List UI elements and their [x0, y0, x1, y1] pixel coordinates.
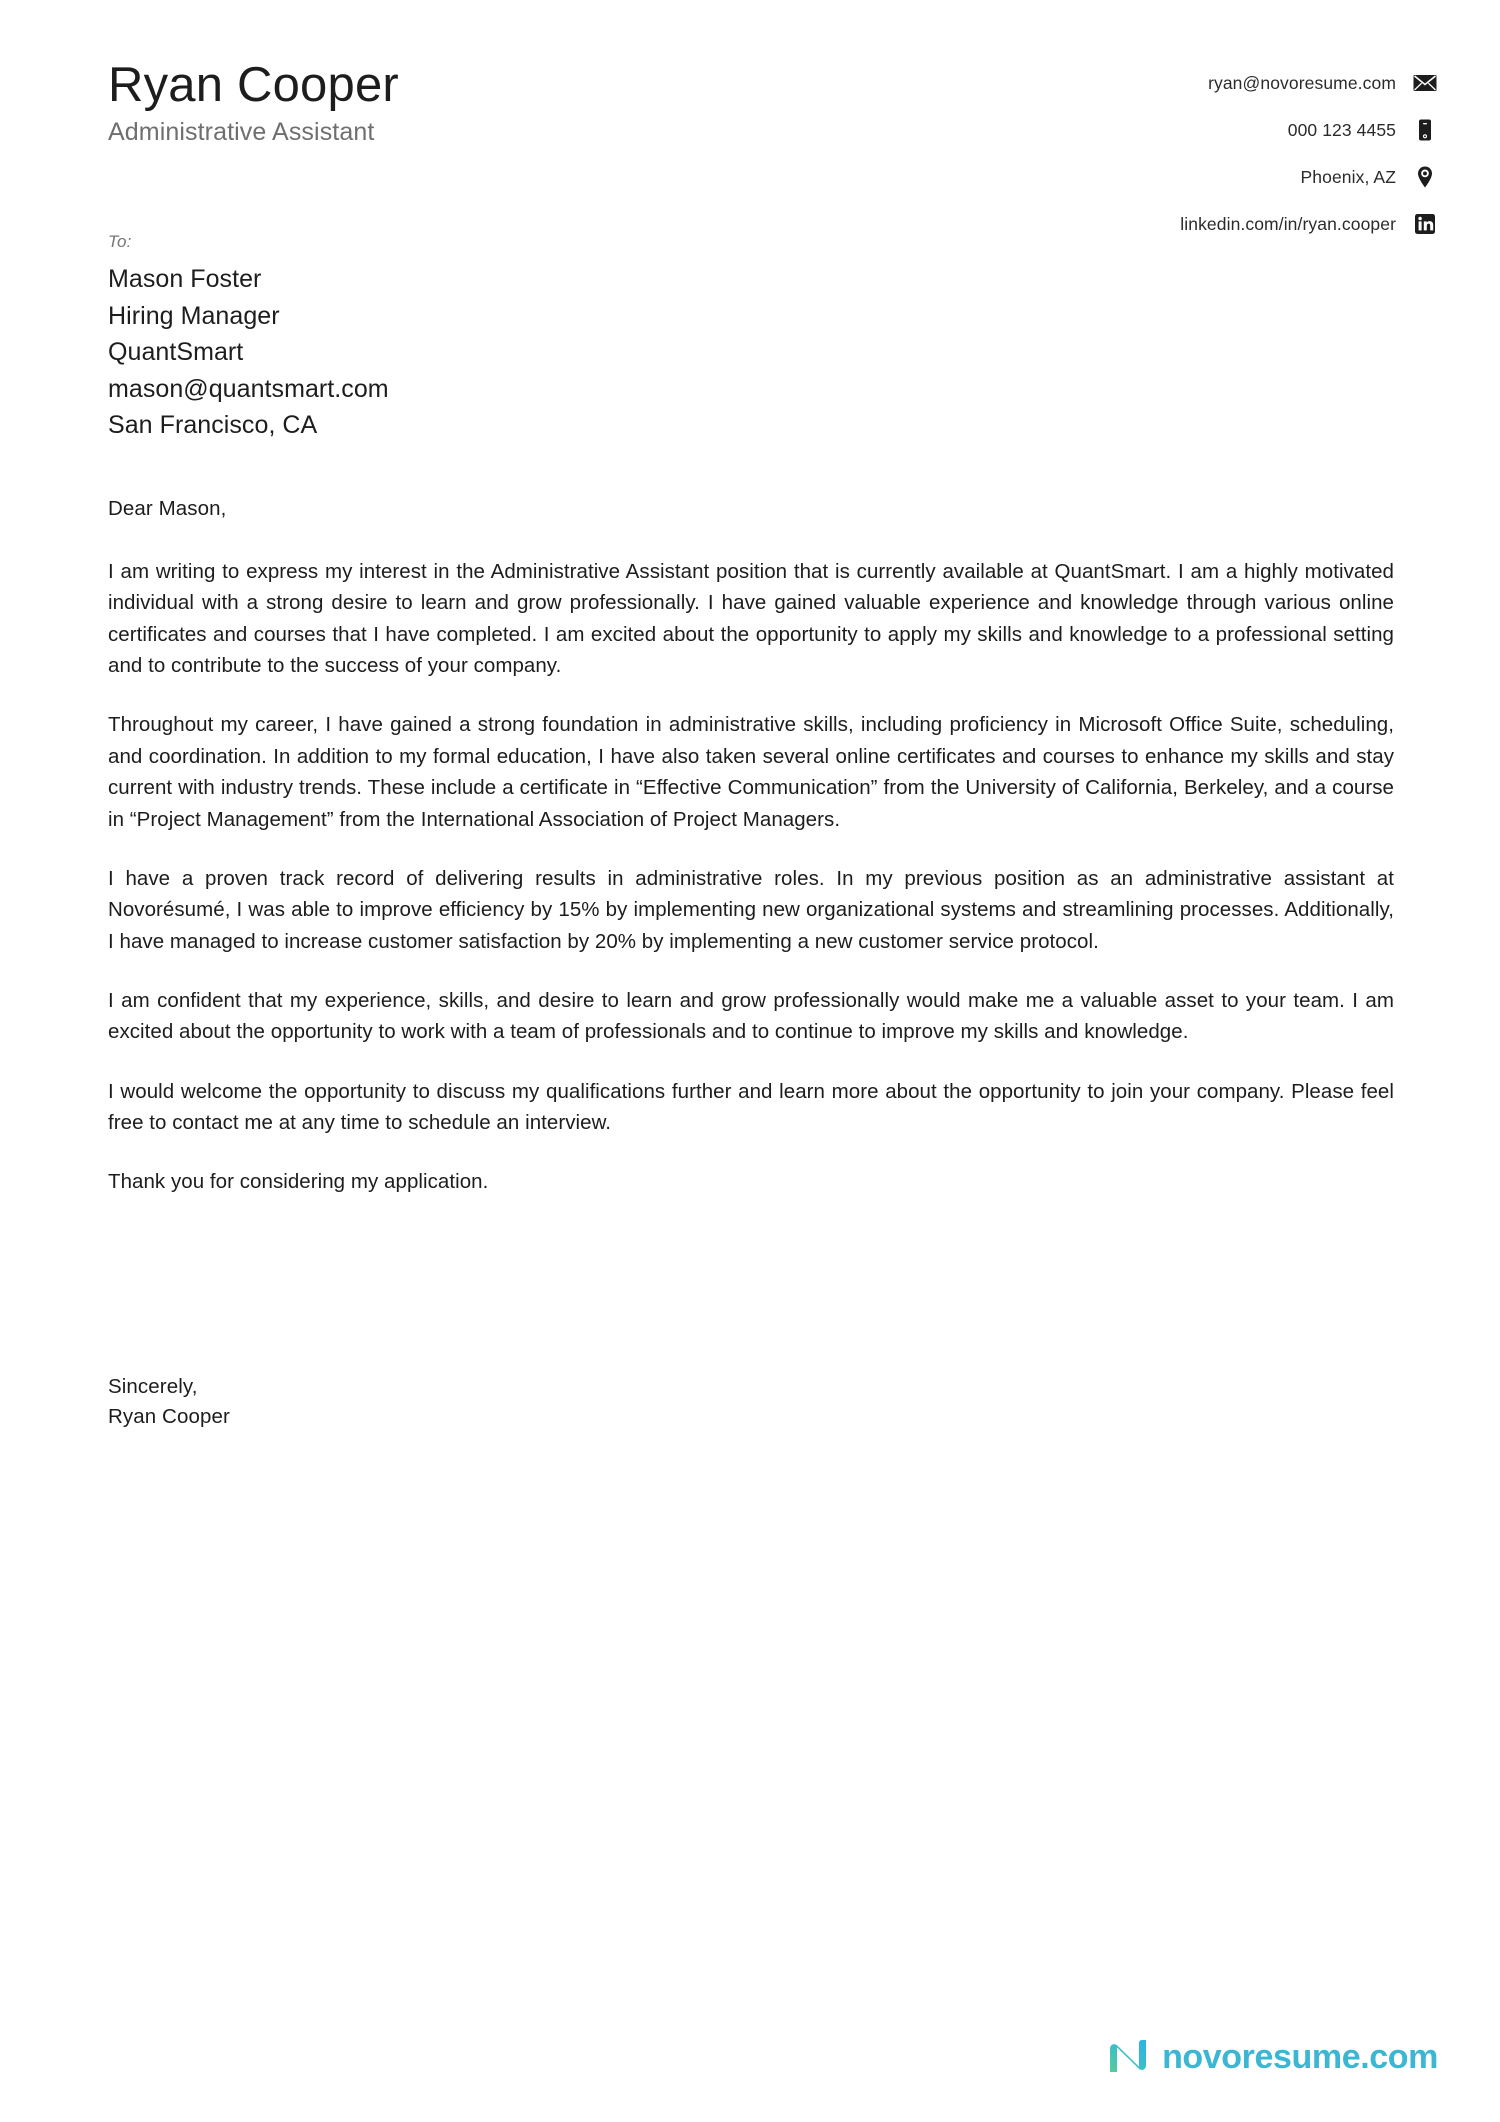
- body-paragraph: I would welcome the opportunity to discuss my qualifications further and learn more about the opportunity to join your company. Please feel free to contact me at any time to schedule an interview.: [108, 1079, 1394, 1135]
- novoresume-wordmark: novoresume.com: [1162, 2038, 1438, 2076]
- signature-name: Ryan Cooper: [108, 1404, 230, 1428]
- recipient-email: mason@quantsmart.com: [108, 374, 389, 403]
- contact-item-linkedin[interactable]: [1180, 211, 1438, 237]
- novoresume-n-icon: [1105, 2034, 1151, 2080]
- location-pin-icon: [1412, 164, 1438, 190]
- body-paragraph: I have a proven track record of delivering results in administrative roles. In my previous position as an administrative assistant at Novorésumé, I was able to improve efficiency by 15% by implementing new organizational systems and streamlining processes. Additionally, I have managed to increase customer satisfaction by 20% by implementing a new customer service protocol.: [108, 866, 1394, 953]
- contact-linkedin-text: linkedin.com/in/ryan.cooper: [1180, 213, 1396, 234]
- identity-block: [108, 58, 399, 147]
- linkedin-icon: [1412, 211, 1438, 237]
- recipient-name: Mason Foster: [108, 265, 262, 293]
- mobile-phone-icon: [1412, 117, 1438, 143]
- contact-phone-text: 000 123 4455: [1287, 119, 1396, 140]
- to-label: To:: [108, 232, 132, 251]
- contact-email-text: ryan@novoresume.com: [1208, 72, 1396, 93]
- closing-line: Sincerely,: [108, 1375, 198, 1398]
- contact-item-location[interactable]: [1301, 164, 1438, 190]
- body-paragraph: I am writing to express my interest in the Administrative Assistant position that is currently available at QuantSmart. I am a highly motivated individual with a strong desire to learn and grow professionally. I have gained valuable experience and knowledge through various online certificates and courses that I have completed. I am excited about the opportunity to apply my skills and knowledge to a professional setting and to contribute to the success of your company.: [108, 560, 1394, 678]
- body-paragraph: Thank you for considering my application.: [108, 1170, 489, 1194]
- letter-body: [108, 497, 1394, 1198]
- job-title: Administrative Assistant: [108, 117, 375, 146]
- contact-location-text: Phoenix, AZ: [1300, 166, 1396, 187]
- page-title: Ryan Cooper: [108, 58, 399, 112]
- body-paragraph: I am confident that my experience, skills, and desire to learn and grow professionally would make me a valuable asset to your team. I am excited about the opportunity to work with a team of professionals and to continue to improve my skills and knowledge.: [108, 988, 1394, 1044]
- novoresume-logo[interactable]: [1105, 2034, 1438, 2080]
- recipient-location: San Francisco, CA: [108, 411, 318, 439]
- recipient-block: [108, 232, 808, 444]
- body-paragraph: Throughout my career, I have gained a strong foundation in administrative skills, including proficiency in Microsoft Office Suite, scheduling, and coordination. In addition to my formal education, I have also taken several online certificates and courses to enhance my skills and stay current with industry trends. These include a certificate in “Effective Communication” from the University of California, Berkeley, and a course in “Project Management” from the International Association of Project Managers.: [108, 713, 1394, 831]
- recipient-company: QuantSmart: [108, 338, 244, 366]
- envelope-icon: [1412, 70, 1438, 96]
- contact-list: [1180, 58, 1438, 237]
- recipient-role: Hiring Manager: [108, 301, 280, 330]
- contact-item-email[interactable]: [1208, 70, 1438, 96]
- letter-header: [0, 0, 1500, 237]
- signoff-block: [108, 1372, 230, 1431]
- salutation: Dear Mason,: [108, 497, 227, 520]
- contact-item-phone[interactable]: [1288, 117, 1438, 143]
